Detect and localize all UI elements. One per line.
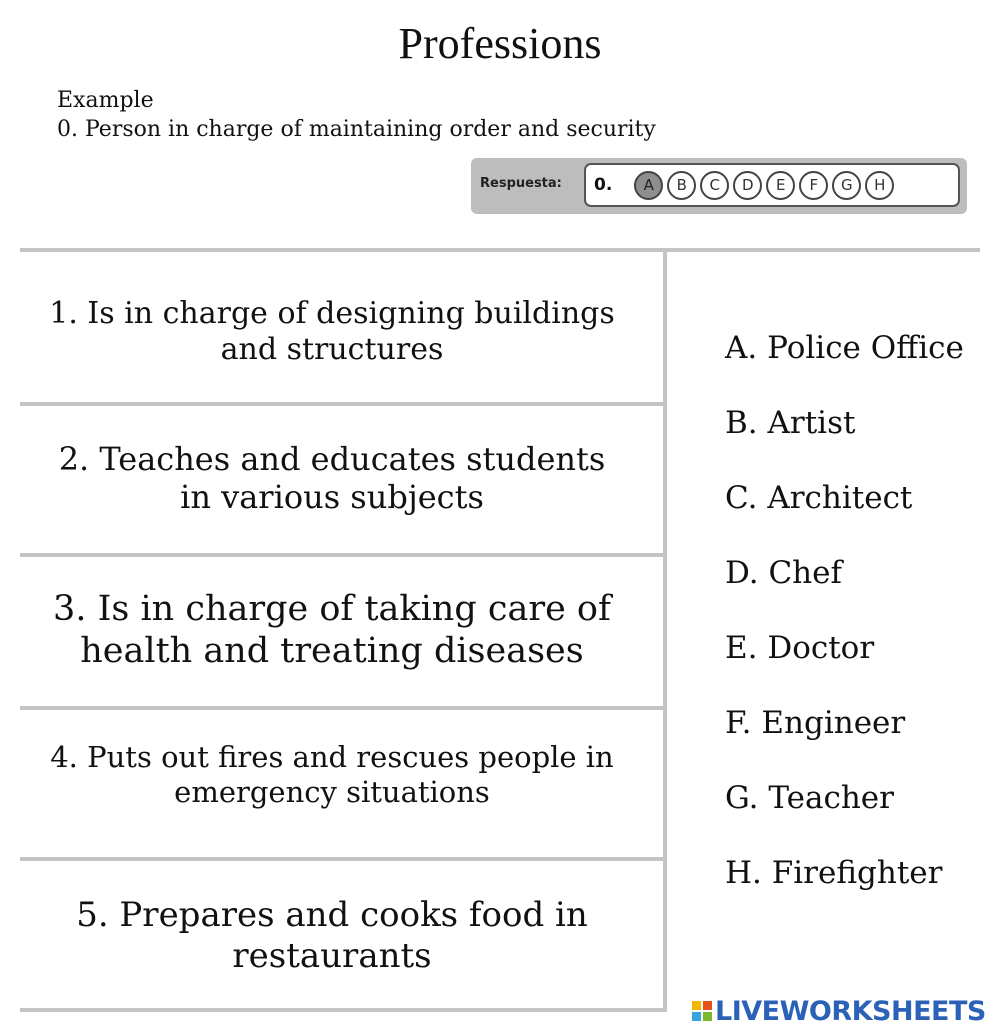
question-4-line-1: 4. Puts out fires and rescues people in <box>50 740 614 774</box>
logo-mark-icon <box>692 1001 712 1021</box>
answer-label: Respuesta: <box>480 176 562 191</box>
question-4-line-2: emergency situations <box>174 774 490 809</box>
page-title: Professions <box>398 19 602 68</box>
brand-name: LIVEWORKSHEETS <box>715 995 986 1027</box>
answer-item-c: C. Architect <box>725 480 913 516</box>
question-3-line-1: 3. Is in charge of taking care of <box>53 589 611 629</box>
divider-top <box>20 248 980 252</box>
divider <box>20 402 666 406</box>
answer-item-e: E. Doctor <box>725 630 875 666</box>
answer-item-g: G. Teacher <box>725 780 894 816</box>
option-d-circle[interactable]: D <box>733 171 762 200</box>
divider <box>20 857 666 861</box>
option-b-circle[interactable]: B <box>667 171 696 200</box>
liveworksheets-logo <box>692 993 986 1029</box>
example-question: 0. Person in charge of maintaining order and security <box>57 117 656 141</box>
question-3 <box>20 588 644 672</box>
answer-item-b: B. Artist <box>725 405 856 441</box>
question-1-line-2: and structures <box>220 332 444 367</box>
question-5-line-1: 5. Prepares and cooks food in <box>76 895 588 935</box>
example-label: Example <box>57 88 154 113</box>
example-answer-box <box>471 158 967 214</box>
answer-number: 0. <box>594 175 613 195</box>
option-h-circle[interactable]: H <box>865 171 894 200</box>
column-divider <box>663 252 667 1012</box>
answer-options <box>584 163 960 207</box>
divider <box>20 706 666 710</box>
question-1-line-1: 1. Is in charge of designing buildings <box>49 296 615 331</box>
answer-item-a: A. Police Office <box>725 330 964 366</box>
option-e-circle[interactable]: E <box>766 171 795 200</box>
option-a-circle[interactable]: A <box>634 171 663 200</box>
question-1 <box>20 296 644 368</box>
question-5 <box>20 895 644 977</box>
question-2-line-2: in various subjects <box>180 478 484 517</box>
answer-item-f: F. Engineer <box>725 705 906 741</box>
divider-bottom <box>20 1008 666 1012</box>
option-c-circle[interactable]: C <box>700 171 729 200</box>
divider <box>20 553 666 557</box>
question-3-line-2: health and treating diseases <box>80 631 584 671</box>
question-2 <box>20 440 644 517</box>
question-4 <box>20 740 644 810</box>
option-f-circle[interactable]: F <box>799 171 828 200</box>
answer-item-h: H. Firefighter <box>725 855 943 891</box>
question-5-line-2: restaurants <box>232 935 432 976</box>
answer-item-d: D. Chef <box>725 555 842 591</box>
question-2-line-1: 2. Teaches and educates students <box>58 440 606 478</box>
option-g-circle[interactable]: G <box>832 171 861 200</box>
